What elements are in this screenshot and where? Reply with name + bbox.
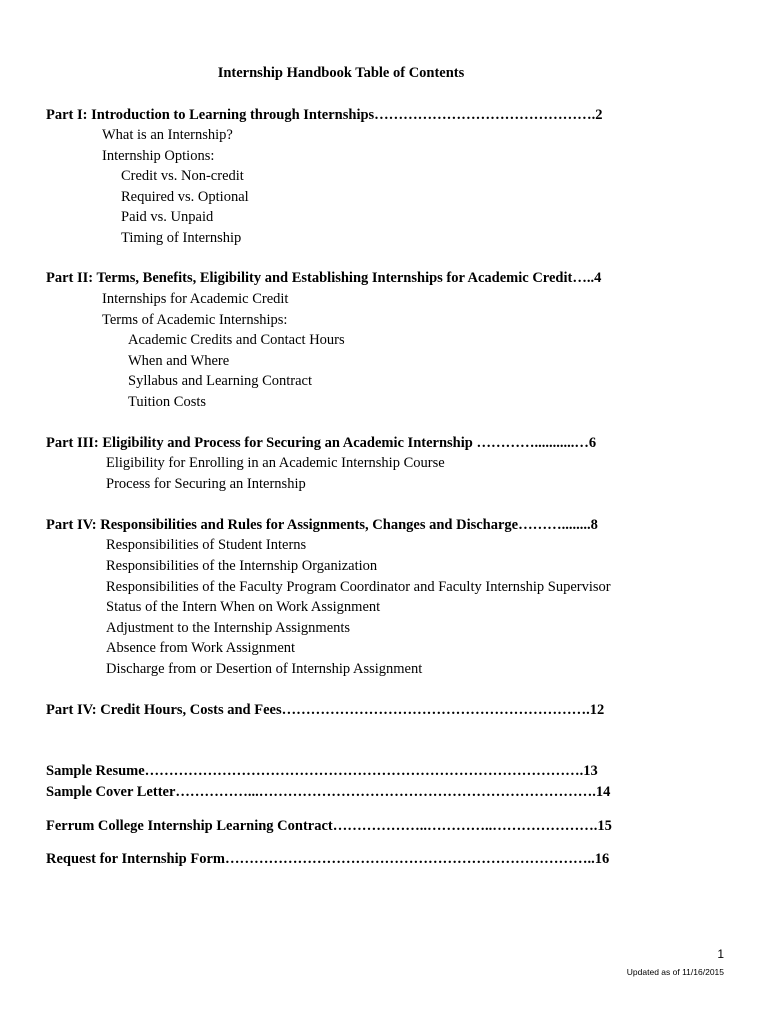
toc-subitem: Syllabus and Learning Contract [128, 373, 313, 389]
toc-item: Process for Securing an Internship [106, 476, 306, 492]
toc-item: Absence from Work Assignment [106, 640, 296, 656]
toc-item: Internship Options: [102, 148, 215, 164]
toc-item: What is an Internship? [102, 127, 233, 143]
toc-subitem: Academic Credits and Contact Hours [128, 332, 345, 348]
toc-subitem: When and Where [128, 353, 230, 369]
toc-item: Status of the Intern When on Work Assignment [106, 599, 381, 615]
toc-appendix-resume: Sample Resume……………………………………………………………………………….13 [46, 763, 598, 779]
toc-item: Responsibilities of the Faculty Program Coordinator and Faculty Internship Supervisor [106, 579, 611, 595]
toc-item: Terms of Academic Internships: [102, 312, 288, 328]
toc-item: Responsibilities of Student Interns [106, 537, 307, 553]
toc-subitem: Required vs. Optional [121, 189, 249, 205]
toc-item: Responsibilities of the Internship Organization [106, 558, 378, 574]
toc-appendix-learning-contract: Ferrum College Internship Learning Contract………………..…………..………………….15 [46, 818, 612, 834]
toc-appendix-cover-letter: Sample Cover Letter……………...…………………………………………………………….14 [46, 784, 611, 800]
toc-item: Internships for Academic Credit [102, 291, 289, 307]
toc-item: Adjustment to the Internship Assignments [106, 620, 351, 636]
updated-date: Updated as of 11/16/2015 [626, 967, 724, 977]
toc-subitem: Timing of Internship [121, 230, 242, 246]
toc-part-2-heading: Part II: Terms, Benefits, Eligibility and Establishing Internships for Academic Credit…..4 [46, 270, 602, 286]
page-number: 1 [717, 947, 724, 961]
toc-appendix-request-form: Request for Internship Form…………………………………………………………………..16 [46, 851, 610, 867]
toc-part-3-heading: Part III: Eligibility and Process for Securing an Academic Internship …………...........…6 [46, 435, 597, 451]
toc-part-4-heading: Part IV: Responsibilities and Rules for Assignments, Changes and Discharge………........8 [46, 517, 598, 533]
toc-part-5-heading: Part IV: Credit Hours, Costs and Fees……………………………………………………….12 [46, 702, 605, 718]
document-title: Internship Handbook Table of Contents [217, 65, 465, 81]
toc-part-1-heading: Part I: Introduction to Learning through Internships……………………………………….2 [46, 107, 603, 123]
toc-subitem: Paid vs. Unpaid [121, 209, 214, 225]
toc-item: Discharge from or Desertion of Internship Assignment [106, 661, 423, 677]
toc-subitem: Tuition Costs [128, 394, 207, 410]
toc-subitem: Credit vs. Non-credit [121, 168, 244, 184]
toc-item: Eligibility for Enrolling in an Academic Internship Course [106, 455, 445, 471]
